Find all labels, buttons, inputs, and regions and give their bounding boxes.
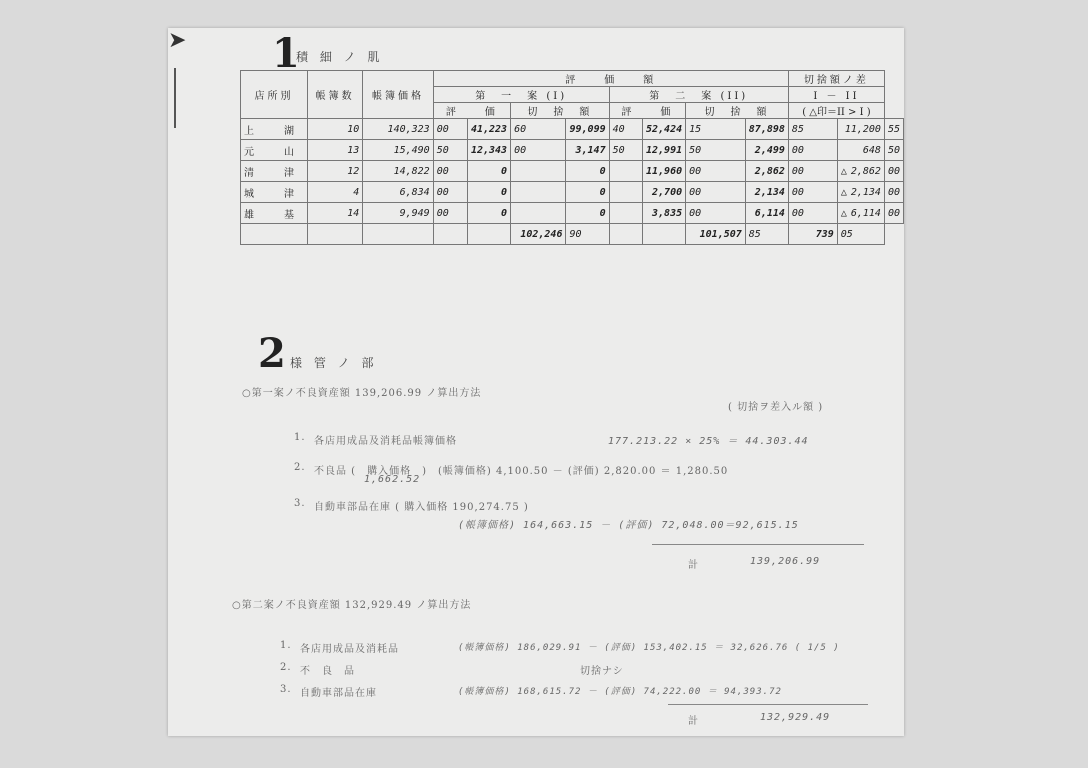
store-count: 12 — [308, 161, 363, 182]
plan2-valuation-fraction: 00 — [686, 161, 746, 182]
plan2-item2-text: 不 良 品 — [300, 666, 355, 677]
diff-value: 11,200 — [844, 123, 881, 135]
plan1-item2-no: 2. — [294, 462, 306, 473]
diff-fraction: 00 — [884, 161, 903, 182]
book-price-fraction: 00 — [433, 182, 467, 203]
plan2-cut: 2,862 — [745, 161, 788, 182]
store-name: 清 津 — [241, 161, 308, 182]
total-plan1-cut-fraction: 90 — [566, 224, 609, 245]
plan2-valuation: 12,991 — [643, 140, 686, 161]
plan2-valuation-fraction: 50 — [686, 140, 746, 161]
plan1-cut: 99,099 — [566, 119, 609, 140]
plan2-item2-no: 2. — [280, 662, 292, 673]
store-name: 雄 基 — [241, 203, 308, 224]
plan2-total-rule — [668, 704, 868, 705]
plan1-cut: 0 — [566, 203, 609, 224]
header-plan1: 第 一 案 (I) — [433, 87, 609, 103]
plan2-item1-calc: (帳簿価格) 186,029.91 － (評価) 153,402.15 ＝ 32,626.76 ( 1/5 ) — [458, 643, 840, 653]
triangle-mark-icon: △ — [840, 165, 847, 177]
plan2-item2-calc: 切捨ナシ — [580, 666, 624, 677]
plan1-item3-calc: (帳簿価格) 164,663.15 － (評価) 72,048.00＝92,615.15 — [458, 520, 799, 531]
diff-value: 648 — [862, 144, 881, 156]
plan1-item3-text: 自動車部品在庫 ( 購入価格 190,274.75 ) — [314, 502, 529, 513]
table-row — [241, 203, 904, 224]
triangle-mark-icon: △ — [840, 186, 847, 198]
plan1-total-rule — [652, 544, 864, 545]
plan1-valuation-fraction: 60 — [511, 119, 566, 140]
plan2-cut-fraction: 85 — [788, 119, 837, 140]
plan2-valuation: 3,835 — [643, 203, 686, 224]
plan1-valuation-fraction — [511, 161, 566, 182]
diff-cell — [837, 203, 884, 224]
header-store: 店所別 — [241, 71, 308, 119]
store-count: 10 — [308, 119, 363, 140]
header-book-price: 帳簿価格 — [363, 71, 433, 119]
header-plan1-cut: 切 捨 額 — [511, 103, 610, 119]
total-plan1-cut: 102,246 — [511, 224, 566, 245]
diff-cell — [837, 140, 884, 161]
book-price: 14,822 — [363, 161, 433, 182]
total-plan2-cut-fraction: 85 — [745, 224, 788, 245]
plan2-cut: 2,134 — [745, 182, 788, 203]
totals-row — [241, 224, 904, 245]
plan1-valuation: 0 — [467, 161, 510, 182]
table-row — [241, 140, 904, 161]
plan1-heading: ○第一案ノ不良資産額 139,206.99 ノ算出方法 — [242, 388, 482, 399]
header-diff: 切捨額ノ差 — [788, 71, 884, 87]
book-price-fraction: 00 — [433, 203, 467, 224]
plan1-cut-fraction — [609, 182, 642, 203]
plan1-cut-fraction: 40 — [609, 119, 642, 140]
section-number-2: 2 — [258, 330, 286, 377]
section-number-1: 1 — [272, 30, 300, 77]
plan2-item3-text: 自動車部品在庫 — [300, 688, 377, 699]
header-diff-sub: ( △印＝II > I ) — [788, 103, 884, 119]
plan1-total: 139,206.99 — [750, 556, 821, 567]
section-title-1: 積 細 ノ 肌 — [296, 50, 384, 64]
plan2-cut-fraction: 00 — [788, 182, 837, 203]
header-count: 帳簿数 — [308, 71, 363, 119]
plan1-cut: 0 — [566, 182, 609, 203]
store-count: 4 — [308, 182, 363, 203]
header-valuation: 評 価 額 — [433, 71, 788, 87]
plan2-heading: ○第二案ノ不良資産額 132,929.49 ノ算出方法 — [232, 600, 472, 611]
plan2-total: 132,929.49 — [760, 712, 831, 723]
diff-value: 2,134 — [850, 186, 881, 198]
store-name: 元 山 — [241, 140, 308, 161]
plan1-valuation-fraction: 00 — [511, 140, 566, 161]
plan2-item3-no: 3. — [280, 684, 292, 695]
binding-mark — [174, 68, 176, 128]
plan2-valuation-fraction: 00 — [686, 203, 746, 224]
plan1-valuation: 12,343 — [467, 140, 510, 161]
plan1-item1-text: 各店用成品及消耗品帳簿価格 — [314, 436, 457, 447]
book-price: 9,949 — [363, 203, 433, 224]
book-price-fraction: 00 — [433, 119, 467, 140]
store-count: 14 — [308, 203, 363, 224]
store-count: 13 — [308, 140, 363, 161]
diff-fraction: 50 — [884, 140, 903, 161]
diff-cell — [837, 182, 884, 203]
plan1-valuation: 41,223 — [467, 119, 510, 140]
header-plan2: 第 二 案 (II) — [609, 87, 788, 103]
book-price: 6,834 — [363, 182, 433, 203]
plan2-valuation: 52,424 — [643, 119, 686, 140]
table-row — [241, 161, 904, 182]
plan1-cut-fraction — [609, 161, 642, 182]
plan2-valuation: 2,700 — [643, 182, 686, 203]
total-plan2-cut: 101,507 — [686, 224, 746, 245]
plan1-item1-calc: 177.213.22 × 25% ＝ 44.303.44 — [608, 436, 809, 447]
diff-cell — [837, 161, 884, 182]
plan1-item2-text: 不良品 ( 購入価格 ) (帳簿価格) 4,100.50 － (評価) 2,820.00 ＝ 1,280.50 — [314, 466, 729, 477]
plan1-total-label: 計 — [688, 560, 699, 571]
plan1-item1-no: 1. — [294, 432, 306, 443]
plan1-item3-no: 3. — [294, 498, 306, 509]
plan2-cut-fraction: 00 — [788, 161, 837, 182]
plan2-valuation-fraction: 00 — [686, 182, 746, 203]
book-price-fraction: 00 — [433, 161, 467, 182]
diff-value: 2,862 — [850, 165, 881, 177]
plan2-cut-fraction: 00 — [788, 140, 837, 161]
plan2-cut: 2,499 — [745, 140, 788, 161]
table-row — [241, 119, 904, 140]
diff-cell — [837, 119, 884, 140]
store-name: 城 津 — [241, 182, 308, 203]
plan1-cut-fraction — [609, 203, 642, 224]
plan2-cut: 87,898 — [745, 119, 788, 140]
total-diff: 739 — [788, 224, 837, 245]
plan2-cut: 6,114 — [745, 203, 788, 224]
plan2-item1-no: 1. — [280, 640, 292, 651]
book-price: 15,490 — [363, 140, 433, 161]
table-row — [241, 182, 904, 203]
document-page — [168, 28, 904, 736]
plan1-valuation: 0 — [467, 182, 510, 203]
diff-value: 6,114 — [850, 207, 881, 219]
diff-fraction: 00 — [884, 203, 903, 224]
plan1-cut-fraction: 50 — [609, 140, 642, 161]
plan2-valuation-fraction: 15 — [686, 119, 746, 140]
plan2-item3-calc: (帳簿価格) 168,615.72 － (評価) 74,222.00 ＝ 94,393.72 — [458, 687, 782, 697]
plan1-cut: 3,147 — [566, 140, 609, 161]
section-title-2: 様 管 ノ 部 — [290, 356, 378, 370]
header-plan1-val: 評 価 — [433, 103, 510, 119]
plan1-note: ( 切捨ヲ差入ル額 ) — [728, 402, 824, 413]
plan1-valuation-fraction — [511, 203, 566, 224]
book-price-fraction: 50 — [433, 140, 467, 161]
plan2-cut-fraction: 00 — [788, 203, 837, 224]
diff-fraction: 55 — [884, 119, 903, 140]
header-plan2-val: 評 価 — [609, 103, 686, 119]
triangle-mark-icon: △ — [840, 207, 847, 219]
plan1-item2-sub: 1,662.52 — [364, 474, 421, 485]
plan1-valuation-fraction — [511, 182, 566, 203]
store-name: 上 湖 — [241, 119, 308, 140]
plan1-cut: 0 — [566, 161, 609, 182]
header-diff-formula: I － II — [788, 87, 884, 103]
valuation-table — [240, 70, 904, 245]
header-plan2-cut: 切 捨 額 — [686, 103, 789, 119]
plan1-valuation: 0 — [467, 203, 510, 224]
plan2-total-label: 計 — [688, 716, 699, 727]
diff-fraction: 00 — [884, 182, 903, 203]
total-diff-fraction: 05 — [837, 224, 884, 245]
plan2-item1-text: 各店用成品及消耗品 — [300, 644, 399, 655]
book-price: 140,323 — [363, 119, 433, 140]
corner-arrow-icon: ➤ — [168, 28, 187, 53]
plan2-valuation: 11,960 — [643, 161, 686, 182]
